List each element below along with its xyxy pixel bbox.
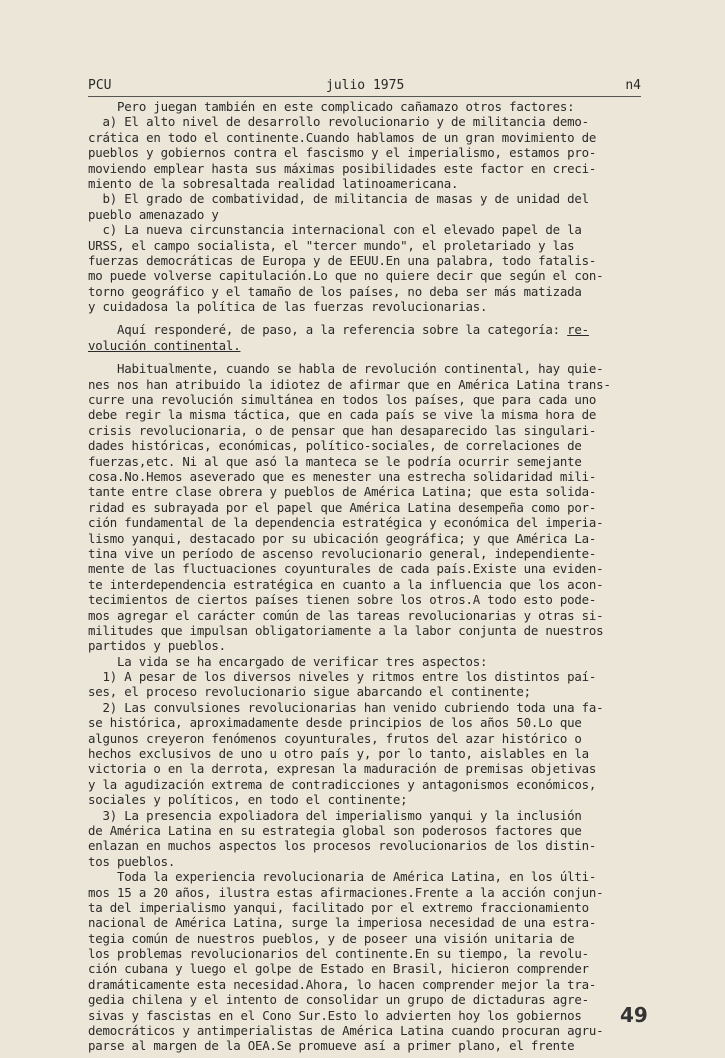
text-line: 2) Las convulsiones revolucionarias han venido cubriendo toda una fa-	[88, 699, 604, 715]
text-line: se histórica, aproximadamente desde principios de los años 50.Lo que	[88, 715, 582, 731]
text-line: victoria o en la derrota, expresan la maduración de premisas objetivas	[88, 761, 597, 777]
header-date: julio 1975	[326, 78, 405, 93]
text-line: Aquí responderé, de paso, a la referencia sobre la categoría: re-	[88, 322, 589, 338]
header-issue: n4	[625, 78, 641, 93]
text-line: pueblo amenazado y	[88, 206, 219, 222]
header-publication: PCU	[88, 78, 112, 93]
text-line: cosa.No.Hemos aseverado que es menester una estrecha solidaridad mili-	[88, 468, 597, 484]
text-line: ción fundamental de la dependencia estratégica y económica del imperia-	[88, 515, 604, 531]
text-line: torno geográfico y el tamaño de los países, no deba ser más matizada	[88, 283, 582, 299]
text-line: sivas y fascistas en el Cono Sur.Esto lo advierten hoy los gobiernos	[88, 1007, 582, 1023]
text-line: los problemas revolucionarios del continente.En su tiempo, la revolu-	[88, 946, 589, 962]
text-line: algunos creyeron fenómenos coyunturales, frutos del azar histórico o	[88, 730, 582, 746]
text-line: miento de la sobresaltada realidad latinoamericana.	[88, 175, 459, 191]
text-line: tegia común de nuestros pueblos, y de poseer una visión unitaria de	[88, 930, 575, 946]
text-line: fuerzas,etc. Ni al que asó la manteca se le podría ocurrir semejante	[88, 453, 582, 469]
text-line: tina vive un período de ascenso revolucionario general, independiente-	[88, 545, 597, 561]
text-line: debe regir la misma táctica, que en cada país se vive la misma hora de	[88, 407, 597, 423]
text-line: de América Latina en su estrategia global son poderosos factores que	[88, 822, 582, 838]
text-line: tos pueblos.	[88, 853, 176, 869]
text-line: mente de las fluctuaciones coyunturales de cada país.Existe una eviden-	[88, 561, 604, 577]
text-line: militudes que impulsan obligatoriamente a la labor conjunta de nuestros	[88, 622, 604, 638]
page-header	[88, 78, 641, 97]
text-line: c) La nueva circunstancia internacional con el elevado papel de la	[88, 222, 582, 238]
text-line: ta del imperialismo yanqui, facilitado por el extremo fraccionamiento	[88, 899, 589, 915]
text-line: sociales y políticos, en todo el continente;	[88, 792, 408, 808]
text-line: hechos exclusivos de uno u otro país y, por lo tanto, aislables en la	[88, 746, 589, 762]
text-line: a) El alto nivel de desarrollo revolucionario y de militancia demo-	[88, 114, 589, 130]
text-line: pueblos y gobiernos contra el fascismo y el imperialismo, estamos pro-	[88, 145, 597, 161]
text-line: dades históricas, económicas, político-sociales, de correlaciones de	[88, 438, 582, 454]
text-line: nes nos han atribuido la idiotez de afirmar que en América Latina trans-	[88, 376, 611, 392]
text-line: tante entre clase obrera y pueblos de América Latina; que esta solida-	[88, 484, 597, 500]
text-line: crática en todo el continente.Cuando hablamos de un gran movimiento de	[88, 129, 597, 145]
document-body	[88, 99, 648, 1054]
text-line: nacional de América Latina, surge la imperiosa necesidad de una estra-	[88, 915, 597, 931]
paragraph	[88, 361, 648, 1054]
text-line: gedia chilena y el intento de consolidar un grupo de dictaduras agre-	[88, 992, 589, 1008]
text-line: crisis revolucionaria, o de pensar que han desaparecido las singulari-	[88, 422, 597, 438]
text-line: lismo yanqui, destacado por su ubicación geográfica; y que América La-	[88, 530, 597, 546]
text-line: b) El grado de combatividad, de militancia de masas y de unidad del	[88, 191, 589, 207]
text-line: y cuidadosa la política de las fuerzas revolucionarias.	[88, 299, 488, 315]
paragraph-gap	[88, 314, 648, 322]
text-line: Pero juegan también en este complicado cañamazo otros factores:	[88, 99, 575, 114]
text-line: ses, el proceso revolucionario sigue abarcando el continente;	[88, 684, 531, 700]
text-line: URSS, el campo socialista, el "tercer mundo", el proletariado y las	[88, 237, 575, 253]
text-line: mo puede volverse capitulación.Lo que no quiere decir que según el con-	[88, 268, 604, 284]
text-line: moviendo emplear hasta sus máximas posibilidades este factor en creci-	[88, 160, 597, 176]
text-line: Toda la experiencia revolucionaria de América Latina, en los últi-	[88, 869, 597, 885]
text-line: dramáticamente esta necesidad.Ahora, lo hacen comprender mejor la tra-	[88, 976, 597, 992]
text-line: fuerzas democráticas de Europa y de EEUU.En una palabra, todo fatalis-	[88, 252, 597, 268]
text-line: partidos y pueblos.	[88, 638, 226, 654]
text-line: enlazan en muchos aspectos los procesos revolucionarios de los distin-	[88, 838, 597, 854]
text-line: ridad es subrayada por el papel que América Latina desempeña como por-	[88, 499, 597, 515]
text-line: parse al margen de la OEA.Se promueve así a primer plano, el frente	[88, 1038, 575, 1054]
page-number: 49	[620, 1003, 648, 1027]
text-line: te interdependencia estratégica en cuanto a la influencia que los acon-	[88, 576, 604, 592]
text-line: mos agregar el carácter común de las tareas revolucionarias y otras si-	[88, 607, 604, 623]
text-line: democráticos y antimperialistas de América Latina cuando procuran agru-	[88, 1023, 604, 1039]
text-line: mos 15 a 20 años, ilustra estas afirmaciones.Frente a la acción conjun-	[88, 884, 604, 900]
text-line: volución continental.	[88, 337, 241, 353]
text-line: tecimientos de ciertos países tienen sobre los otros.A todo esto pode-	[88, 592, 597, 608]
text-line: 3) La presencia expoliadora del imperialismo yanqui y la inclusión	[88, 807, 582, 823]
text-line: ción cubana y luego el golpe de Estado en Brasil, hicieron comprender	[88, 961, 589, 977]
text-line: y la agudización extrema de contradicciones y antagonismos económicos,	[88, 776, 597, 792]
text-line: 1) A pesar de los diversos niveles y ritmos entre los distintos paí-	[88, 669, 597, 685]
text-line: La vida se ha encargado de verificar tres aspectos:	[88, 653, 488, 669]
text-line: curre una revolución simultánea en todos los países, que para cada uno	[88, 392, 597, 408]
text-line: Habitualmente, cuando se habla de revolución continental, hay quie-	[88, 361, 604, 377]
paragraph-gap	[88, 353, 648, 361]
paragraph	[88, 99, 648, 314]
paragraph	[88, 322, 648, 353]
